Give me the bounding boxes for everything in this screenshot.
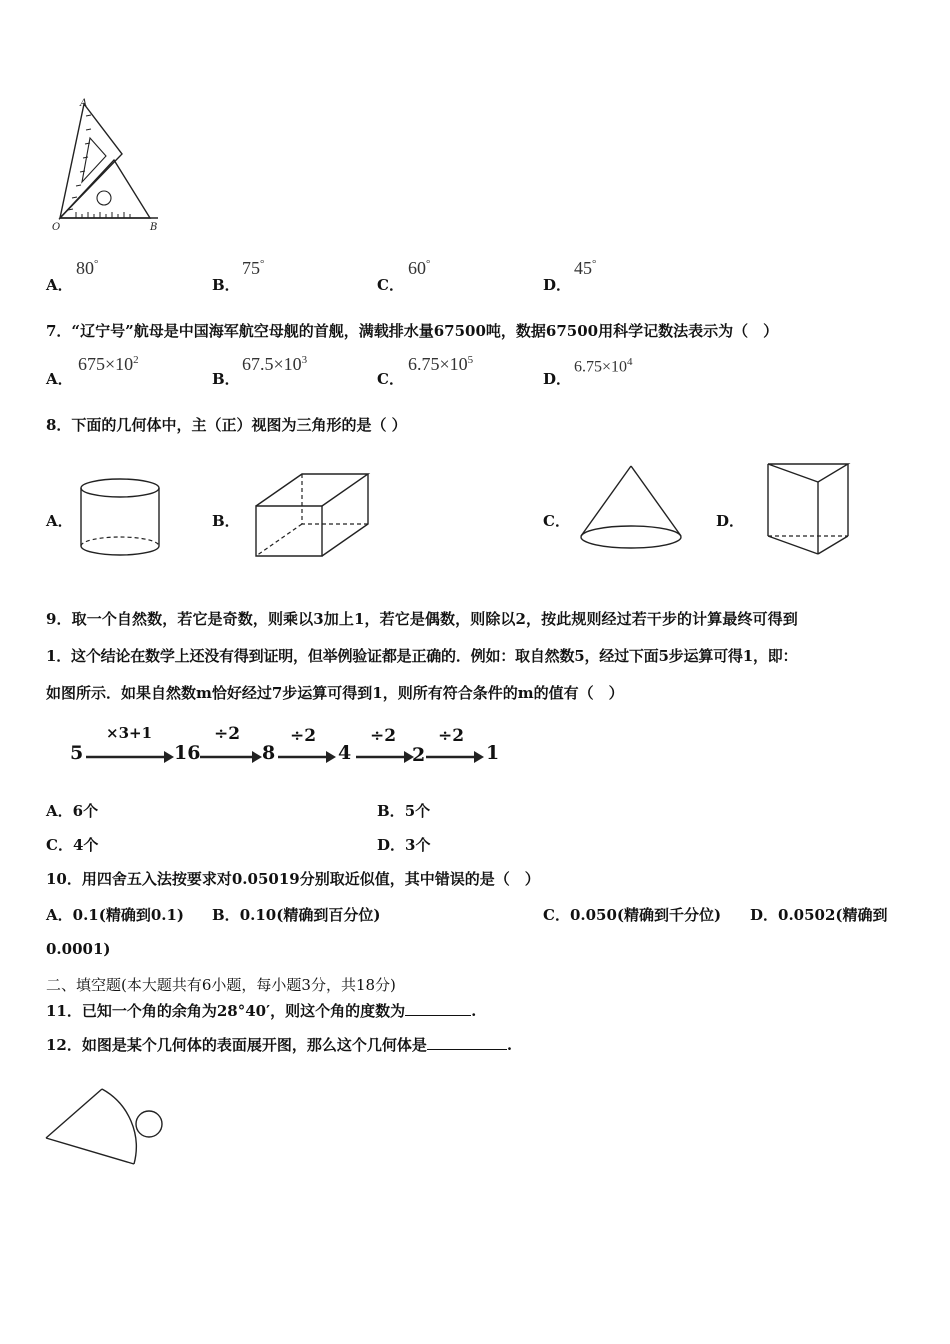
q7-option-a-value [78, 354, 139, 375]
triangular-prism-figure [762, 458, 858, 562]
q8-option-b[interactable] [212, 510, 240, 531]
q6-option-c-value [408, 258, 430, 279]
q6-option-d[interactable] [543, 274, 571, 295]
q9-stem-line1: 9．取一个自然数，若它是奇数，则乘以3加上1，若它是偶数，则除以2，按此规则经过若干步的计算最终可得到 [46, 610, 798, 628]
exponent: 3 [301, 354, 308, 366]
option-letter: D． [543, 276, 572, 294]
q9-stem-line3: 如图所示．如果自然数m恰好经过7步运算可得到1，则所有符合条件的m的值有（ ） [46, 684, 624, 702]
chain-op: ÷2 [370, 726, 397, 746]
q7-option-b-value [242, 354, 307, 375]
q12-end: . [506, 1036, 513, 1054]
option-letter: B． [212, 512, 240, 530]
chain-arrow [200, 750, 262, 764]
option-letter: C． [46, 836, 73, 854]
chain-op: ÷2 [290, 726, 317, 746]
chain-arrow [426, 750, 484, 764]
chain-number: 16 [174, 742, 201, 764]
option-value: 675×10 [78, 354, 134, 374]
option-value: 6.75×10 [408, 354, 468, 374]
exponent: 2 [133, 354, 139, 366]
q12-net-figure [40, 1086, 170, 1170]
option-value: 45 [574, 258, 592, 278]
answer-blank[interactable] [405, 1001, 471, 1016]
option-letter: A． [46, 906, 73, 924]
degree-sign: ° [94, 258, 99, 270]
answer-blank[interactable] [427, 1035, 507, 1050]
section2-heading: 二、填空题(本大题共有6小题，每小题3分，共18分) [46, 976, 396, 994]
q9-option-a[interactable] [46, 800, 98, 821]
q7-option-b[interactable] [212, 368, 240, 389]
option-text: 4个 [72, 836, 99, 854]
option-text: 3个 [405, 836, 431, 854]
option-value: 80 [76, 258, 94, 278]
q6-option-b[interactable] [212, 274, 240, 295]
q8-option-d[interactable] [716, 510, 744, 531]
exponent: 5 [467, 354, 474, 366]
option-letter: A． [46, 512, 73, 530]
q11 [46, 1000, 476, 1021]
option-letter: B． [212, 906, 240, 924]
option-text: 0.0502(精确到 [778, 906, 888, 924]
chain-number: 1 [486, 742, 500, 764]
option-letter: D． [377, 836, 406, 854]
q6-set-square-2 [60, 160, 150, 218]
option-text: 0.10(精确到百分位) [239, 906, 381, 924]
option-letter: C． [377, 276, 404, 294]
q7-option-c[interactable] [377, 368, 404, 389]
q6-option-c[interactable] [377, 274, 404, 295]
option-value: 67.5×10 [242, 354, 302, 374]
option-letter: C． [543, 906, 570, 924]
q10-option-b[interactable] [212, 904, 380, 925]
q9-option-c[interactable] [46, 834, 98, 855]
q7-option-a[interactable] [46, 368, 73, 389]
option-letter: D． [716, 512, 745, 530]
q9-option-d[interactable] [377, 834, 430, 855]
q11-stem: 11．已知一个角的余角为28°40′，则这个角的度数为 [46, 1002, 406, 1020]
q7-option-d-value [574, 356, 633, 376]
q6-option-a[interactable] [46, 274, 73, 295]
chain-arrow [356, 750, 414, 764]
q6-figure [48, 98, 173, 238]
q6-option-b-value [242, 258, 264, 279]
q10-stem: 10．用四舍五入法按要求对0.05019分别取近似值，其中错误的是（ ） [46, 870, 540, 888]
q8-option-a[interactable] [46, 510, 73, 531]
option-value: 60 [408, 258, 426, 278]
q6-set-square-2-hole [97, 191, 111, 205]
option-letter: A． [46, 802, 73, 820]
q6-option-d-value [574, 258, 596, 279]
degree-sign: ° [426, 258, 431, 270]
cuboid-figure [250, 470, 380, 562]
option-letter: C． [377, 370, 404, 388]
chain-number: 8 [262, 742, 276, 764]
option-text: 6个 [72, 802, 99, 820]
q12 [46, 1034, 512, 1055]
option-value: 6.75×10 [574, 358, 628, 376]
q6-label-a: A [80, 98, 88, 109]
q10-option-a[interactable] [46, 904, 184, 925]
option-letter: D． [750, 906, 779, 924]
q7-stem: 7．“辽宁号”航母是中国海军航空母舰的首舰，满载排水量67500吨，数据67500用科学记数法表示为（ ） [46, 322, 779, 340]
chain-arrow [86, 750, 174, 764]
chain-number: 5 [70, 742, 84, 764]
q7-option-c-value [408, 354, 473, 375]
degree-sign: ° [260, 258, 265, 270]
option-letter: A． [46, 370, 73, 388]
q8-stem: 8．下面的几何体中，主（正）视图为三角形的是（ ） [46, 416, 407, 434]
q8-option-c[interactable] [543, 510, 570, 531]
chain-op: ÷2 [438, 726, 465, 746]
q6-label-o: O [52, 222, 61, 233]
q10-option-d[interactable] [750, 904, 888, 925]
q10-option-c[interactable] [543, 904, 721, 925]
q11-end: . [471, 1002, 477, 1020]
q12-stem: 12．如图是某个几何体的表面展开图，那么这个几何体是 [46, 1036, 427, 1054]
q7-option-d[interactable] [543, 368, 571, 389]
cone-figure [576, 462, 688, 556]
exponent: 4 [627, 356, 633, 368]
option-text: 0.050(精确到千分位) [569, 906, 722, 924]
option-letter: B． [377, 802, 405, 820]
q9-stem-line2: 1．这个结论在数学上还没有得到证明，但举例验证都是正确的．例如：取自然数5，经过下面5步运算可得1，即： [46, 647, 798, 665]
q6-set-square-1-inner [82, 138, 106, 182]
chain-number: 2 [412, 744, 426, 766]
cylinder-figure [78, 476, 168, 562]
option-text: 0.1(精确到0.1) [72, 906, 185, 924]
option-letter: B． [212, 370, 240, 388]
q9-option-b[interactable] [377, 800, 430, 821]
degree-sign: ° [592, 258, 597, 270]
q6-option-a-value [76, 258, 98, 279]
chain-arrow [278, 750, 336, 764]
q10-option-d-continued: 0.0001) [46, 940, 111, 958]
option-letter: A． [46, 276, 73, 294]
option-value: 75 [242, 258, 260, 278]
chain-number: 4 [338, 742, 352, 764]
q6-label-b: B [150, 222, 158, 233]
option-letter: B． [212, 276, 240, 294]
q9-chain-diagram [70, 724, 510, 772]
option-text: 5个 [404, 802, 431, 820]
option-letter: D． [543, 370, 572, 388]
chain-op: ×3+1 [106, 724, 153, 742]
chain-op: ÷2 [214, 724, 241, 744]
option-letter: C． [543, 512, 570, 530]
